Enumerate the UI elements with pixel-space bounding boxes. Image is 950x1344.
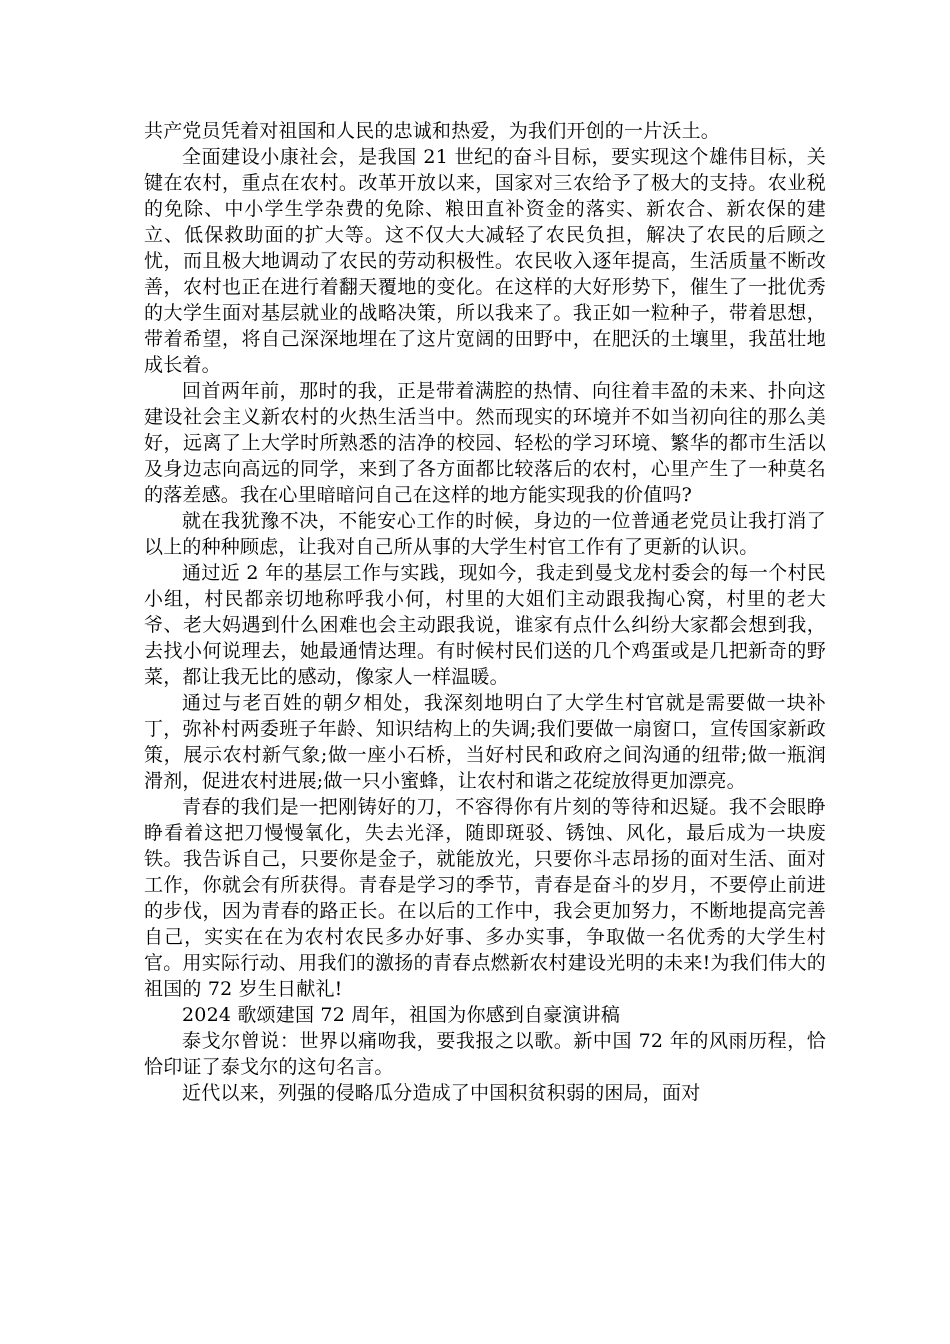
paragraph-1: 共产党员凭着对祖国和人民的忠诚和热爱，为我们开创的一片沃土。 bbox=[144, 120, 721, 142]
paragraph-4: 就在我犹豫不决，不能安心工作的时候，身边的一位普通老党员让我打消了以上的种种顾虑，让我对自己所从事的大学生村官工作有了更新的认识。 bbox=[144, 510, 826, 558]
paragraph-2: 全面建设小康社会，是我国 21 世纪的奋斗目标，要实现这个雄伟目标，关键在农村，重点在农村。改革开放以来，国家对三农给予了极大的支持。农业税的免除、中小学生学杂费的免除、粮田直补资金的落实、新农合、新农保的建立、低保救助面的扩大等。这不仅大大减轻了农民负担，解决了农民的后顾之忧，而且极大地调动了农民的劳动积极性。农民收入逐年提高，生活质量不断改善，农村也正在进行着翻天覆地的变化。在这样的大好形势下，催生了一批优秀的大学生面对基层就业的战略决策，所以我来了。我正如一粒种子，带着思想，带着希望，将自己深深地埋在了这片宽阔的田野中，在肥沃的土壤里，我茁壮地成长着。 bbox=[144, 146, 826, 376]
paragraph-9: 泰戈尔曾说：世界以痛吻我，要我报之以歌。新中国 72 年的风雨历程，恰恰印证了泰戈尔的这句名言。 bbox=[144, 1030, 826, 1078]
paragraph-7: 青春的我们是一把刚铸好的刀，不容得你有片刻的等待和迟疑。我不会眼睁睁看着这把刀慢慢氧化，失去光泽，随即斑驳、锈蚀、风化，最后成为一块废铁。我告诉自己，只要你是金子，就能放光，只要你斗志昂扬的面对生活、面对工作，你就会有所获得。青春是学习的季节，青春是奋斗的岁月，不要停止前进的步伐，因为青春的路正长。在以后的工作中，我会更加努力，不断地提高完善自己，实实在在为农村农民多办好事、多办实事，争取做一名优秀的大学生村官。用实际行动、用我们的激扬的青春点燃新农村建设光明的未来!为我们伟大的祖国的 72 岁生日献礼! bbox=[144, 796, 826, 1000]
paragraph-6: 通过与老百姓的朝夕相处，我深刻地明白了大学生村官就是需要做一块补丁，弥补村两委班子年龄、知识结构上的失调;我们要做一扇窗口，宣传国家新政策，展示农村新气象;做一座小石桥，当好村民和政府之间沟通的纽带;做一瓶润滑剂，促进农村进展;做一只小蜜蜂，让农村和谐之花绽放得更加漂亮。 bbox=[144, 692, 826, 792]
paragraph-10: 近代以来，列强的侵略瓜分造成了中国积贫积弱的困局，面对 bbox=[182, 1082, 701, 1104]
speech-title: 2024 歌颂建国 72 周年，祖国为你感到自豪演讲稿 bbox=[182, 1004, 621, 1026]
paragraph-5: 通过近 2 年的基层工作与实践，现如今，我走到曼戈龙村委会的每一个村民小组，村民都亲切地称呼我小何，村里的大姐们主动跟我掏心窝，村里的老大爷、老大妈遇到什么困难也会主动跟我说，谁家有点什么纠纷大家都会想到我，去找小何说理去，她最通情达理。有时候村民们送的几个鸡蛋或是几把新奇的野菜，都让我无比的感动，像家人一样温暖。 bbox=[144, 562, 826, 688]
document-page bbox=[144, 118, 826, 1106]
paragraph-3: 回首两年前，那时的我，正是带着满腔的热情、向往着丰盈的未来、扑向这建设社会主义新农村的火热生活当中。然而现实的环境并不如当初向往的那么美好，远离了上大学时所熟悉的洁净的校园、轻松的学习环境、繁华的都市生活以及身边志向高远的同学，来到了各方面都比较落后的农村，心里产生了一种莫名的落差感。我在心里暗暗问自己在这样的地方能实现我的价值吗? bbox=[144, 380, 826, 506]
